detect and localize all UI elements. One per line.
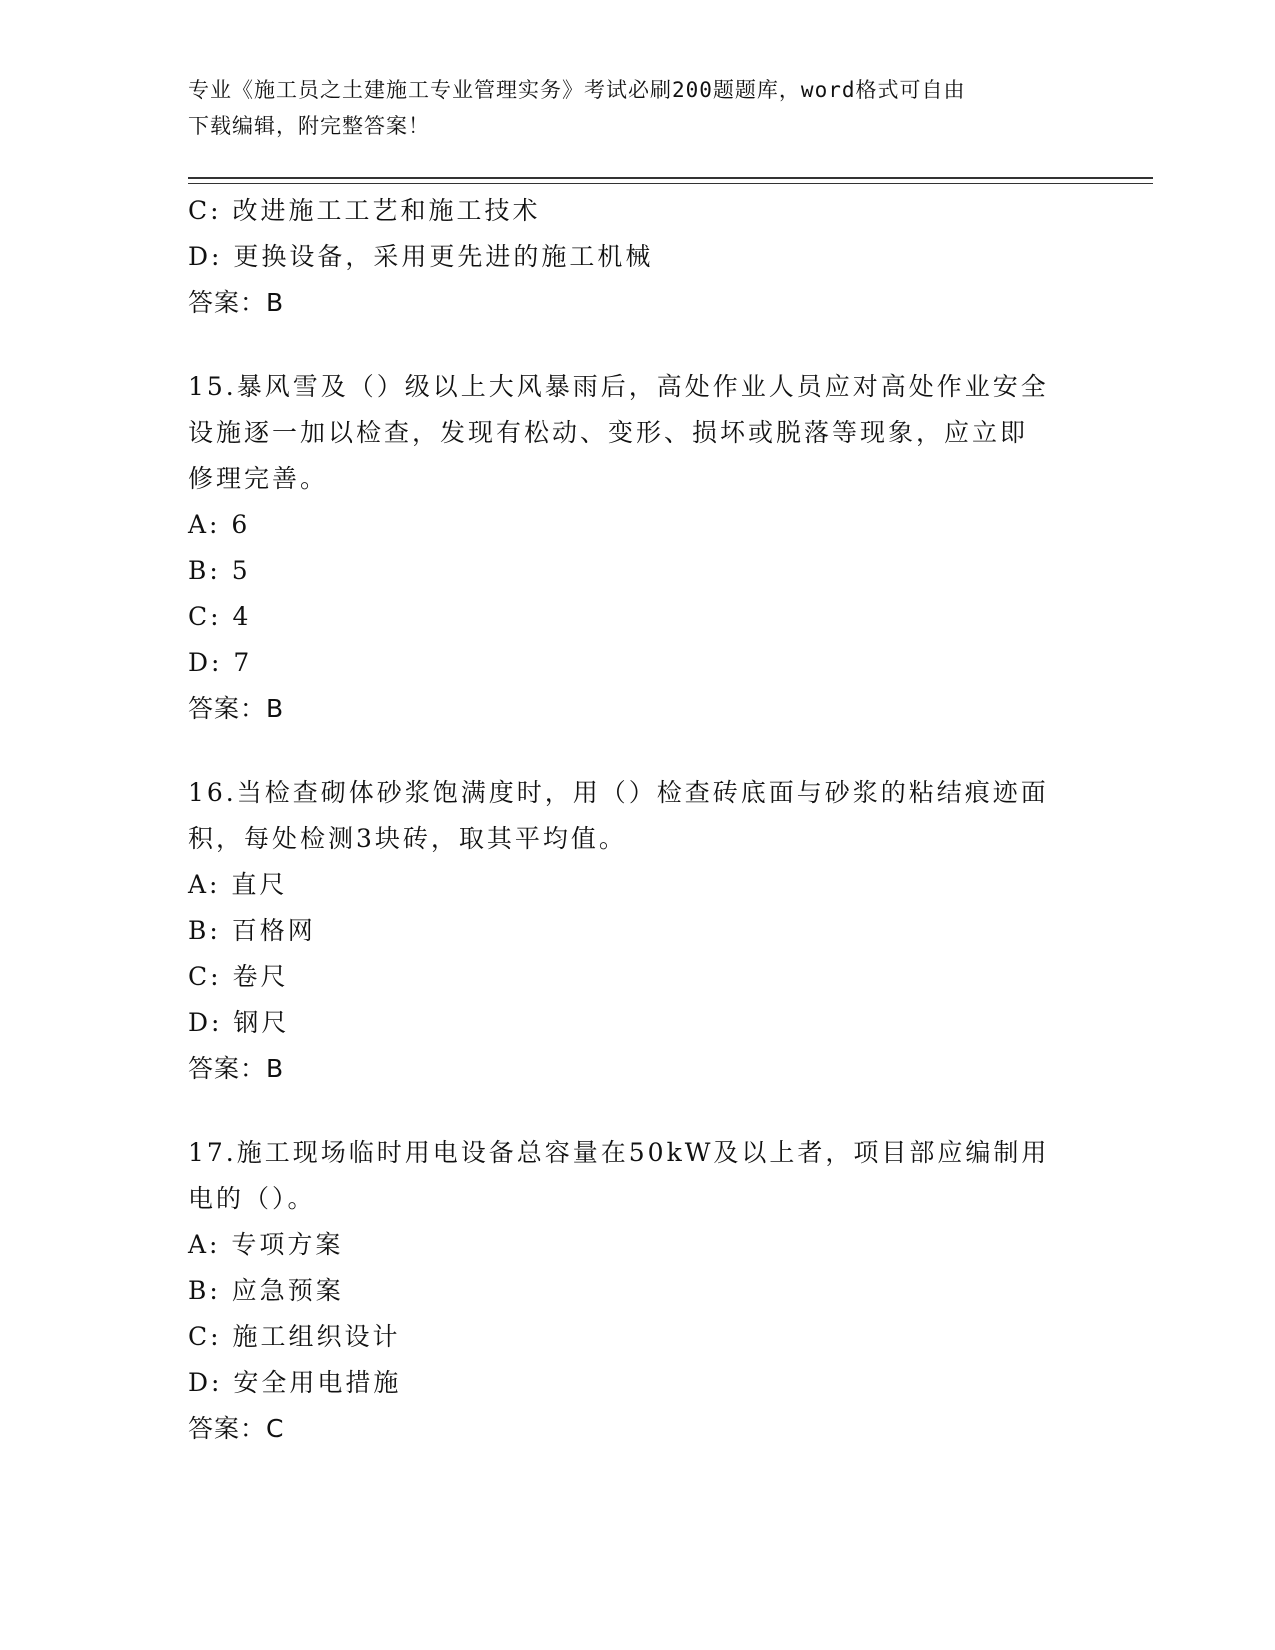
option-c: C: 卷尺 (188, 962, 289, 991)
header-divider-thin (188, 183, 1153, 184)
question-list (188, 188, 1088, 1452)
question-stem-line: 电的（）。 (188, 1184, 316, 1213)
previous-question-tail (188, 188, 1088, 326)
option-a: A: 直尺 (188, 870, 288, 899)
question-15 (188, 364, 1088, 732)
question-16 (188, 770, 1088, 1092)
option-a: A: 专项方案 (188, 1230, 344, 1259)
answer: 答案：B (188, 694, 285, 723)
option-c: C: 改进施工工艺和施工技术 (188, 196, 541, 225)
header-line-1: 专业《施工员之土建施工专业管理实务》考试必刷200题题库，word格式可自由 (188, 78, 966, 102)
answer: 答案：B (188, 288, 285, 317)
question-stem-line: 积，每处检测3块砖，取其平均值。 (188, 824, 627, 853)
question-stem-line: 16.当检查砌体砂浆饱满度时，用（）检查砖底面与砂浆的粘结痕迹面 (188, 778, 1049, 807)
option-b: B: 应急预案 (188, 1276, 344, 1305)
option-d: D: 钢尺 (188, 1008, 290, 1037)
option-b: B: 百格网 (188, 916, 316, 945)
option-c: C: 4 (188, 602, 252, 631)
option-b: B: 5 (188, 556, 251, 585)
option-d: D: 7 (188, 648, 253, 677)
header-divider-thick (188, 177, 1153, 179)
document-header (188, 72, 1088, 144)
question-stem-line: 15.暴风雪及（）级以上大风暴雨后，高处作业人员应对高处作业安全 (188, 372, 1049, 401)
question-stem-line: 设施逐一加以检查，发现有松动、变形、损坏或脱落等现象，应立即 (188, 418, 1029, 447)
header-line-2: 下载编辑，附完整答案！ (188, 114, 430, 138)
option-a: A: 6 (188, 510, 251, 539)
question-17 (188, 1130, 1088, 1452)
answer: 答案：B (188, 1054, 285, 1083)
option-c: C: 施工组织设计 (188, 1322, 401, 1351)
question-stem-line: 17.施工现场临时用电设备总容量在50kW及以上者，项目部应编制用 (188, 1138, 1050, 1167)
option-d: D: 更换设备，采用更先进的施工机械 (188, 242, 654, 271)
question-stem-line: 修理完善。 (188, 464, 329, 493)
option-d: D: 安全用电措施 (188, 1368, 402, 1397)
answer: 答案：C (188, 1414, 285, 1443)
